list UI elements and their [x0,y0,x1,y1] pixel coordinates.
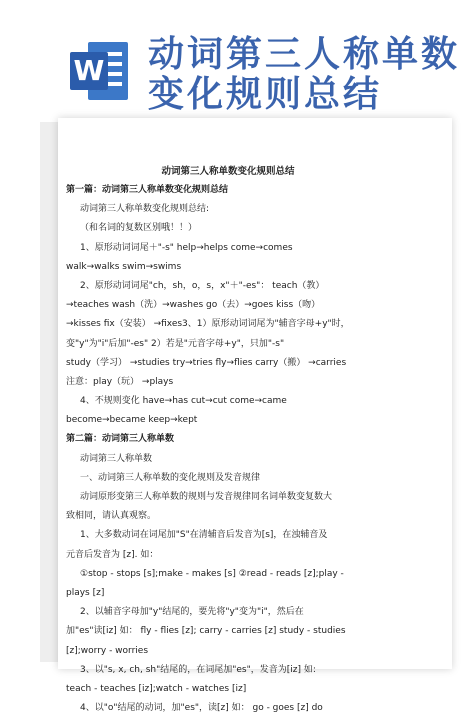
paragraph-line: 元音后发音为 [z]. 如： [66,549,159,560]
paragraph-line: 4、不规则变化 have→has cut→cut come→came [80,396,287,407]
paragraph-line: 致相同，请认真观察。 [66,511,157,522]
paragraph-line: 1、原形动词词尾＋"-s" help→helps come→comes [80,242,293,253]
paragraph-line: walk→walks swim→swims [66,261,182,272]
paragraph-line: 加"es"读[iz] 如： fly - flies [z]; carry - carries [z] study - studies [66,626,346,637]
paragraph-line: 动词第三人称单数 [80,453,153,464]
paragraph-line: 2、以辅音字母加"y"结尾的，要先将"y"变为"i"，然后在 [80,607,304,618]
section-heading: 第二篇：动词第三人称单数 [66,434,175,445]
paragraph-line: teach - teaches [iz];watch - watches [iz] [66,683,247,694]
paragraph-line: 动词第三人称单数变化规则总结: [80,204,210,215]
document-body [66,118,390,718]
paragraph-line: [z];worry - worries [66,645,149,656]
section-heading: 第一篇：动词第三人称单数变化规则总结 [66,185,229,195]
paragraph-line: 动词原形变第三人称单数的规则与发音规律同名词单数变复数大 [80,492,333,502]
paragraph-line: 1、大多数动词在词尾加"S"在清辅音后发音为[s]，在浊辅音及 [80,530,328,541]
paragraph-line: ①stop - stops [s];make - makes [s] ②read - reads [z];play - [80,568,344,579]
banner-title-line1: 动词第三人称单数 [148,34,461,75]
paragraph-line: become→became keep→kept [66,415,198,426]
banner-title-line2: 变化规则总结 [148,74,383,115]
banner [0,0,474,115]
word-document-icon [66,38,132,104]
paragraph-line: →teaches wash（洗）→washes go（去）→goes kiss（吻） [66,300,321,311]
paragraph-line: 4、以"o"结尾的动词，加"es"，读[z] 如： go - goes [z] do [80,703,323,714]
paragraph-line: （和名词的复数区别哦！！） [80,223,198,234]
paragraph-line: study（学习） →studies try→tries fly→flies carry（搬） →carries [66,357,347,368]
paragraph-line: 变"y"为"i"后加"-es" 2）若是"元音字母+y"，只加"-s" [66,338,285,349]
paragraph-line: 2、原形动词词尾"ch，sh，o，s，x"＋"-es"： teach（教） [80,280,325,291]
document-title: 动词第三人称单数变化规则总结 [161,166,295,177]
paragraph-line: 一、动词第三人称单数的变化规则及发音规律 [80,472,261,483]
paragraph-line: →kisses fix（安装） →fixes3、1）原形动词词尾为"辅音字母+y"时， [66,319,350,330]
word-badge: W [70,52,108,90]
paragraph-line: plays [z] [66,587,105,598]
paragraph-line: 注意：play（玩） →plays [66,376,174,387]
paragraph-line: 3、以"s, x, ch, sh"结尾的，在词尾加"es"，发音为[iz] 如: [80,664,316,675]
